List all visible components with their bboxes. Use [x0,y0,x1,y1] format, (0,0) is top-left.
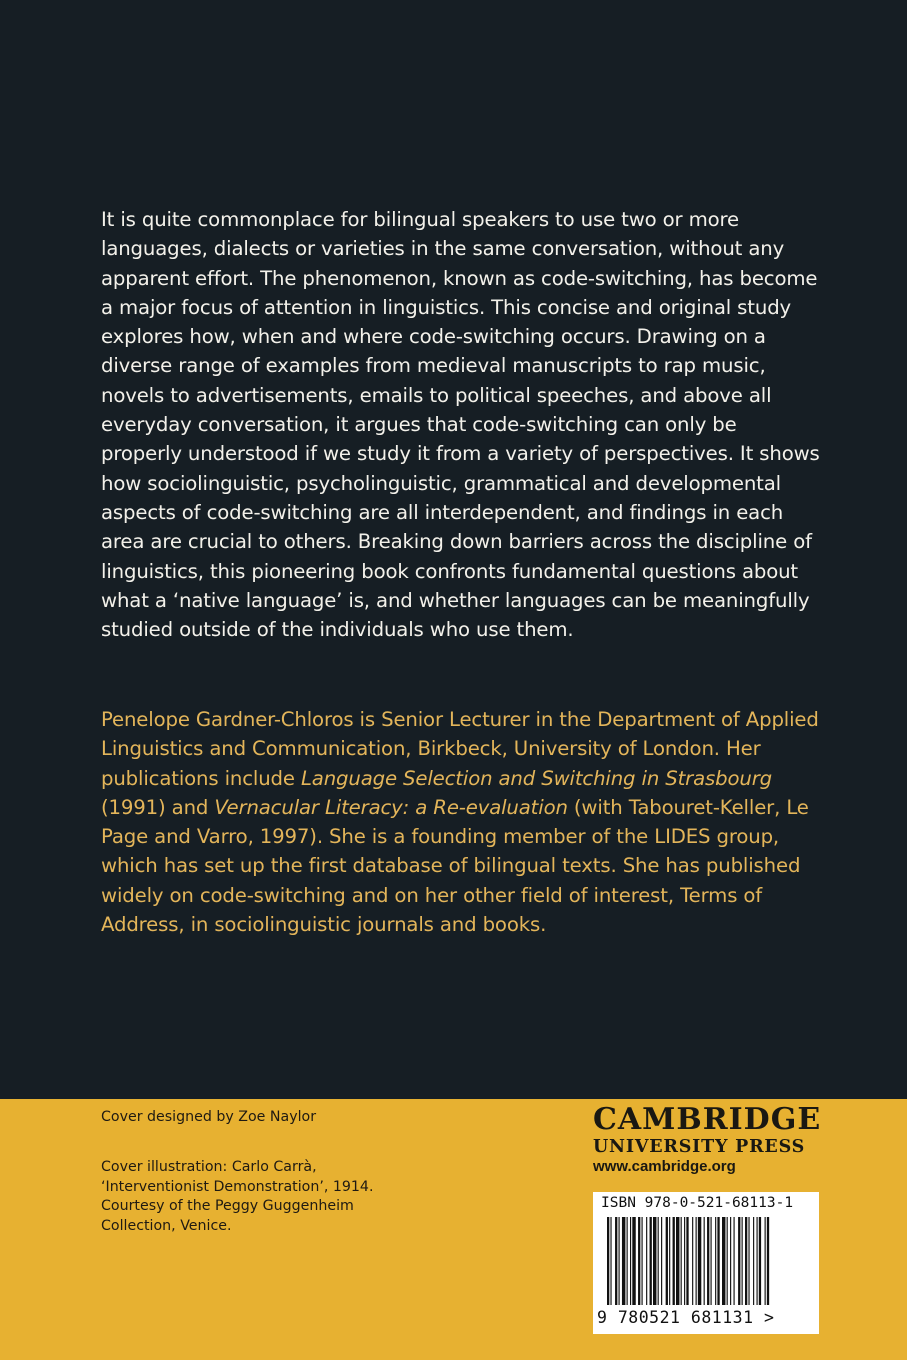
barcode-stripe [646,1217,647,1305]
barcode-stripe [748,1217,749,1305]
barcode-stripe [704,1217,705,1305]
barcode-stripe [615,1217,617,1305]
publisher-url: www.cambridge.org [593,1158,736,1175]
barcode-stripe [638,1217,640,1305]
barcode-stripe [673,1217,675,1305]
barcode-stripe [745,1217,747,1305]
author-bio-rest: (with Tabouret-Keller, Le Page and Varro, 1997). She is a founding member of the LIDES group, which has set up the first database of bilingual texts. She has published widely on code-switching and on her other field of interest, Terms of Address, in sociolinguistic journals and books. [101,795,809,937]
barcode-stripe [738,1217,740,1305]
isbn-barcode [593,1192,819,1334]
barcode-stripe [669,1217,670,1305]
publisher-block [593,1103,833,1177]
barcode-stripe [627,1217,628,1305]
barcode-stripe [661,1217,662,1305]
barcode-stripe [757,1217,758,1305]
barcode-stripe [681,1217,682,1305]
book-title-strasbourg: Language Selection and Switching in Strasbourg [300,766,773,790]
barcode-stripe [765,1217,766,1305]
author-bio-mid: (1991) and [101,795,215,819]
barcode-stripe [610,1217,611,1305]
barcode-stripe [696,1217,697,1305]
barcode-stripe [742,1217,743,1305]
author-bio [101,705,831,939]
barcode-stripe [707,1217,709,1305]
author-bio-intro: Penelope Gardner-Chloros is Senior Lecturer in the Department of Applied Linguistics and Communication, Birkbeck, University of London. Her publications include [101,708,819,790]
barcode-stripe [666,1217,668,1305]
publisher-name: CAMBRIDGE [593,1102,822,1137]
barcode-stripe [753,1217,754,1305]
barcode-stripe [734,1217,735,1305]
barcode-stripe [642,1217,643,1305]
book-blurb: It is quite commonplace for bilingual speakers to use two or more languages, dialects or varieties in the same conversation, without any apparent effort. The phenomenon, known as code-switching, has become a major focus of attention in linguistics. This concise and original study explores how, when and where code-switching occurs. Drawing on a diverse range of examples from medieval manuscripts to rap music, novels to advertisements, emails to political speeches, and above all everyday conversation, it argues that code-switching can only be properly understood if we study it from a variety of perspectives. It shows how sociolinguistic, psycholinguistic, grammatical and developmental aspects of code-switching are all interdependent, and findings in each area are crucial to others. Breaking down barriers across the discipline of linguistics, this pioneering book confronts fundamental questions about what a ‘native language’ is, and whether languages can be meaningfully studied outside of the individuals who use them. [101,208,820,642]
publisher-subtitle: UNIVERSITY PRESS [593,1137,806,1157]
barcode-stripe [711,1217,712,1305]
cover-illustration-credit: Cover illustration: Carlo Carrà, ‘Interventionist Demonstration’, 1914. Courtesy of the Peggy Guggenheim Collection, Venice. [101,1159,374,1234]
barcode-stripe [717,1217,719,1305]
isbn-label: ISBN 978-0-521-68113-1 [601,1195,794,1211]
barcode-bars [601,1217,811,1309]
barcode-stripe [653,1217,656,1305]
barcode-stripe [607,1217,609,1305]
footer-band [0,1099,907,1360]
barcode-stripe [722,1217,725,1305]
barcode-stripe [715,1217,716,1305]
barcode-stripe [619,1217,620,1305]
barcode-stripe [767,1217,769,1305]
barcode-stripe [692,1217,693,1305]
barcode-stripe [630,1217,631,1305]
barcode-stripe [698,1217,701,1305]
barcode-stripe [658,1217,659,1305]
book-title-vernacular-literacy: Vernacular Literacy: a Re-evaluation [214,795,568,819]
barcode-digits: 9 780521 681131 > [597,1308,775,1327]
barcode-stripe [727,1217,728,1305]
barcode-stripe [686,1217,688,1305]
barcode-stripe [730,1217,731,1305]
barcode-stripe [676,1217,679,1305]
barcode-stripe [632,1217,635,1305]
barcode-stripe [650,1217,652,1305]
cover-designer-credit: Cover designed by Zoe Naylor [101,1109,317,1125]
barcode-stripe [759,1217,761,1305]
barcode-stripe [622,1217,625,1305]
barcode-stripe [684,1217,685,1305]
